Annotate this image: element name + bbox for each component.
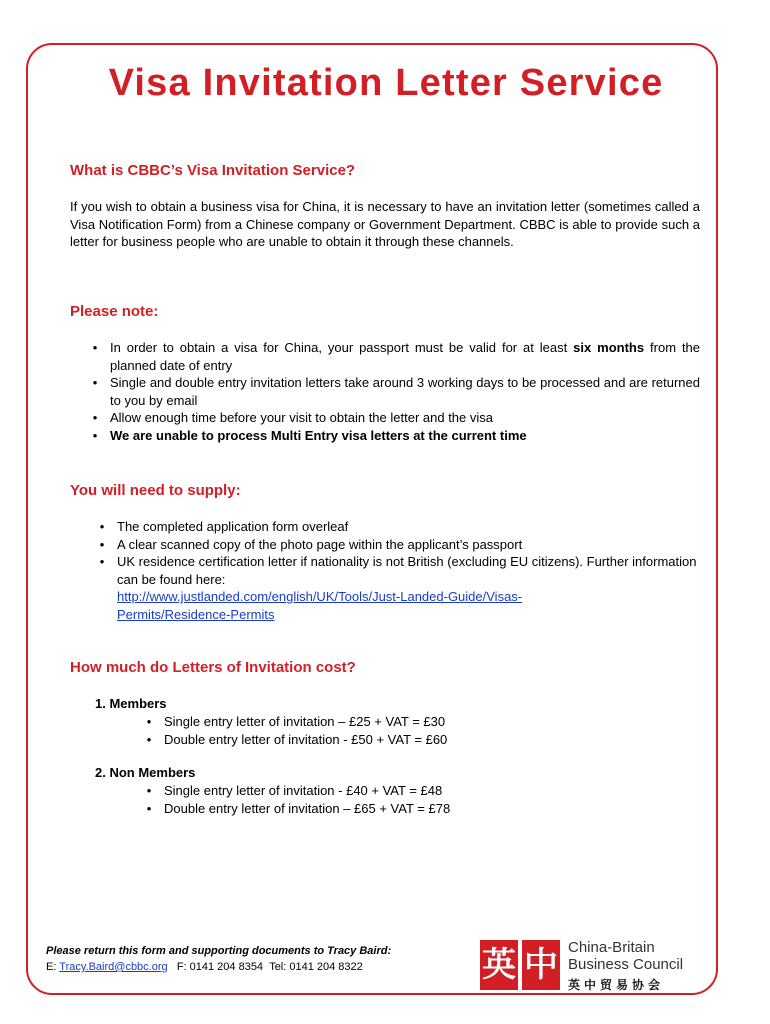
tel-number: Tel: 0141 204 8322 [269, 961, 363, 973]
list-item [142, 782, 642, 800]
logo-name-line2: Business Council [568, 956, 684, 973]
list-item [142, 713, 642, 731]
email-prefix: E: [46, 961, 60, 973]
list-item-text: Single and double entry invitation letters take around 3 working days to be processed and are returned to you by email [110, 375, 700, 408]
bullet-icon: • [146, 731, 152, 747]
cost-heading: How much do Letters of Invitation cost? [70, 659, 356, 676]
residence-permits-link-continued[interactable]: Permits/Residence-Permits [117, 606, 275, 622]
price-text: Single entry letter of invitation – £25 + VAT = £30 [164, 714, 446, 729]
please-note-heading: Please note: [70, 303, 159, 320]
list-item [95, 553, 700, 623]
list-item [88, 427, 700, 445]
list-item-text: We are unable to process Multi Entry visa letters at the current time [110, 427, 527, 443]
residence-permits-link[interactable]: http://www.justlanded.com/english/UK/Tools/Just-Landed-Guide/Visas- [117, 589, 523, 604]
email-link[interactable]: Tracy.Baird@cbbc.org [59, 961, 168, 973]
bullet-icon: • [92, 427, 98, 443]
bullet-icon: • [92, 375, 98, 390]
price-text: Single entry letter of invitation - £40 + VAT = £48 [164, 783, 443, 798]
bullet-icon: • [146, 714, 152, 729]
list-item-text: A clear scanned copy of the photo page within the applicant’s passport [117, 536, 523, 552]
members-label: 1. Members [95, 696, 167, 711]
bullet-icon: • [146, 800, 152, 816]
bullet-icon: • [99, 536, 105, 552]
what-is-body: If you wish to obtain a business visa for China, it is necessary to have an invitation letter (sometimes called a Visa Notification Form) from a Chinese company or Government Department. CBBC is able to provide such a letter for business people who are unable to obtain it through these channels. [70, 199, 700, 249]
logo-mark-ying: 英 [480, 940, 518, 990]
logo-chinese-name: 英中贸易协会 [568, 978, 665, 992]
price-text: Double entry letter of invitation - £50 + VAT = £60 [164, 731, 448, 747]
list-item [88, 374, 700, 409]
non-members-price-list [142, 782, 642, 817]
bullet-icon: • [99, 519, 105, 534]
contact-line [46, 960, 363, 975]
list-item-text: Allow enough time before your visit to obtain the letter and the visa [110, 410, 493, 425]
logo-mark-zhong: 中 [522, 940, 560, 990]
page-title: Visa Invitation Letter Service [108, 62, 664, 104]
members-price-list [142, 713, 642, 748]
cbbc-logo [480, 938, 704, 992]
what-is-heading: What is CBBC’s Visa Invitation Service? [70, 162, 356, 179]
bullet-icon: • [92, 340, 98, 355]
list-item [142, 731, 642, 749]
price-text: Double entry letter of invitation – £65 + VAT = £78 [164, 800, 451, 816]
return-instructions: Please return this form and supporting documents to Tracy Baird: [46, 945, 392, 957]
list-item [95, 518, 700, 536]
list-item-text: UK residence certification letter if nationality is not British (excluding EU citizens). Further information can be found here: [117, 554, 697, 587]
bullet-icon: • [146, 783, 152, 798]
supply-heading: You will need to supply: [70, 482, 241, 499]
bullet-icon: • [92, 410, 98, 425]
logo-name-line1: China-Britain [568, 939, 655, 956]
bullet-icon: • [99, 554, 105, 569]
list-item [142, 800, 642, 818]
supply-list [95, 518, 700, 623]
list-item-emphasis: six months [573, 340, 645, 355]
list-item-text: The completed application form overleaf [117, 519, 349, 534]
list-item-text: In order to obtain a visa for China, your passport must be valid for at least [110, 340, 574, 355]
please-note-list [88, 339, 700, 444]
list-item-text: from the planned date of entry [110, 340, 701, 373]
list-item [95, 536, 700, 554]
list-item [88, 339, 700, 374]
non-members-label: 2. Non Members [95, 765, 196, 780]
fax-number: F: 0141 204 8354 [176, 961, 264, 973]
list-item [88, 409, 700, 427]
